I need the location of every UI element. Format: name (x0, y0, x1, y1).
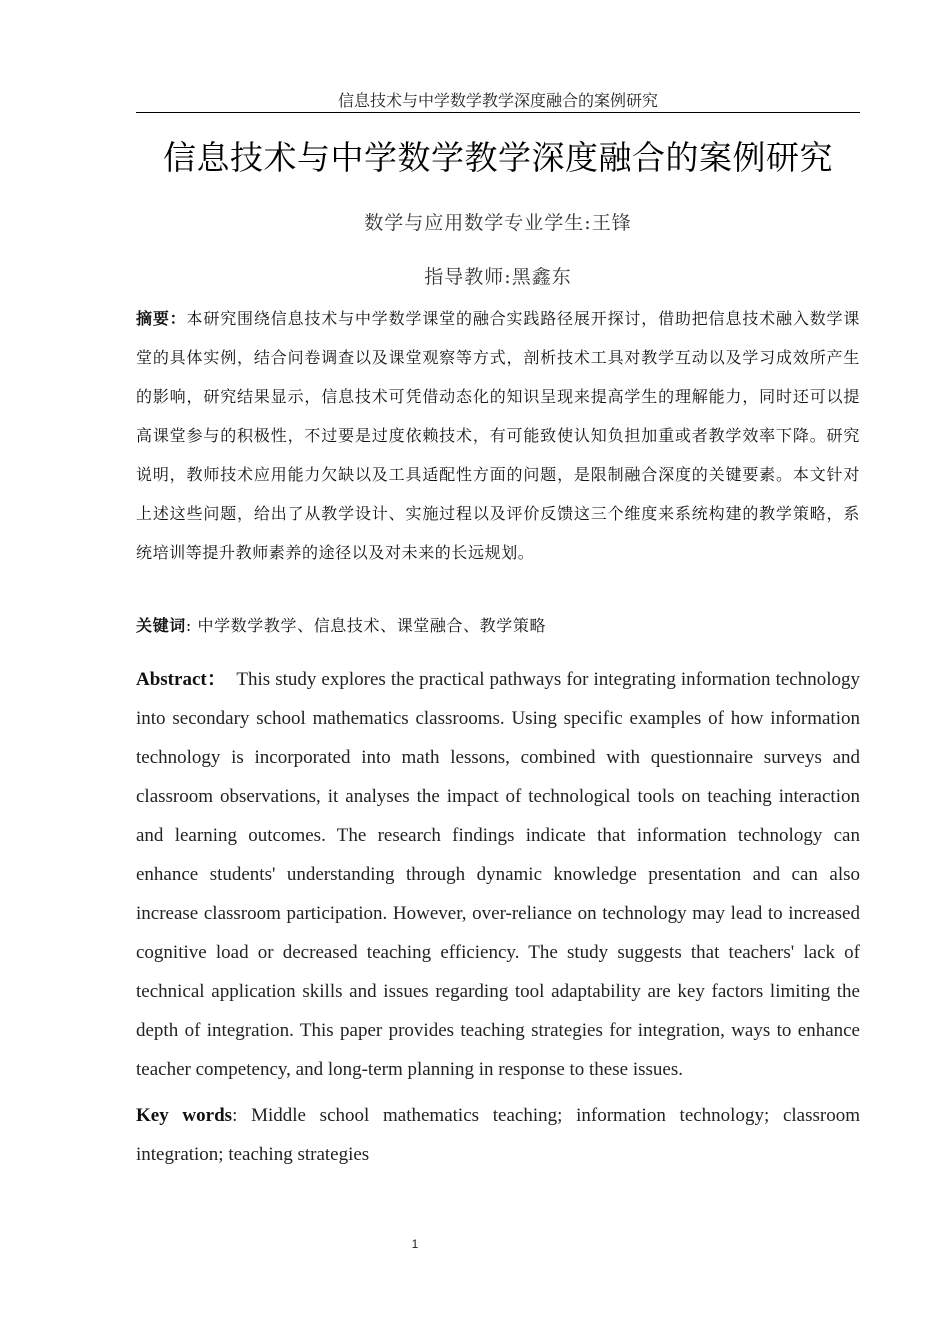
chinese-keywords-text: 中学数学教学、信息技术、课堂融合、教学策略 (191, 616, 547, 635)
english-abstract (136, 660, 860, 1089)
chinese-keywords (136, 610, 860, 642)
english-keywords-label: Key words (136, 1105, 233, 1126)
paper-title: 信息技术与中学数学教学深度融合的案例研究 (163, 138, 833, 177)
chinese-keywords-label: 关键词 (136, 616, 186, 635)
running-header: 信息技术与中学数学教学深度融合的案例研究 (136, 90, 860, 113)
english-abstract-text: This study explores the practical pathways for integrating information technology into secondary school mathematics classrooms. Using specific examples of how information technology is incorporated into math lessons, combined with questionnaire surveys and classroom observations, it analyses the impact of technological tools on teaching interaction and learning outcomes. The research findings indicate that information technology can enhance students' understanding through dynamic knowledge presentation and can also increase classroom participation. However, over-reliance on technology may lead to increased cognitive load or decreased teaching efficiency. The study suggests that teachers' lack of technical application skills and issues regarding tool adaptability are key factors limiting the depth of integration. This paper provides teaching strategies for integration, ways to enhance teacher competency, and long-term planning in response to these issues. (136, 669, 861, 1080)
advisor-line: 指导教师:黑鑫东 (424, 266, 572, 288)
author-line: 数学与应用数学专业学生:王锋 (364, 212, 632, 234)
chinese-abstract-text: 本研究围绕信息技术与中学数学课堂的融合实践路径展开探讨，借助把信息技术融入数学课堂的具体实例，结合问卷调查以及课堂观察等方式，剖析技术工具对教学互动以及学习成效所产生的影响，研究结果显示，信息技术可凭借动态化的知识呈现来提高学生的理解能力，同时还可以提高课堂参与的积极性，不过要是过度依赖技术，有可能致使认知负担加重或者教学效率下降。研究说明，教师技术应用能力欠缺以及工具适配性方面的问题，是限制融合深度的关键要素。本文针对上述这些问题，给出了从教学设计、实施过程以及评价反馈这三个维度来系统构建的教学策略，系统培训等提升教师素养的途径以及对未来的长远规划。 (136, 309, 860, 562)
chinese-abstract-label: 摘要： (136, 309, 187, 328)
chinese-keywords-separator: : (185, 616, 192, 635)
english-keywords (136, 1096, 860, 1174)
chinese-abstract (136, 299, 860, 572)
english-keywords-text: : Middle school mathematics teaching; information technology; classroom integration; teaching strategies (136, 1105, 861, 1165)
page-number: 1 (411, 1237, 419, 1251)
english-abstract-label: Abstract： (136, 669, 227, 690)
